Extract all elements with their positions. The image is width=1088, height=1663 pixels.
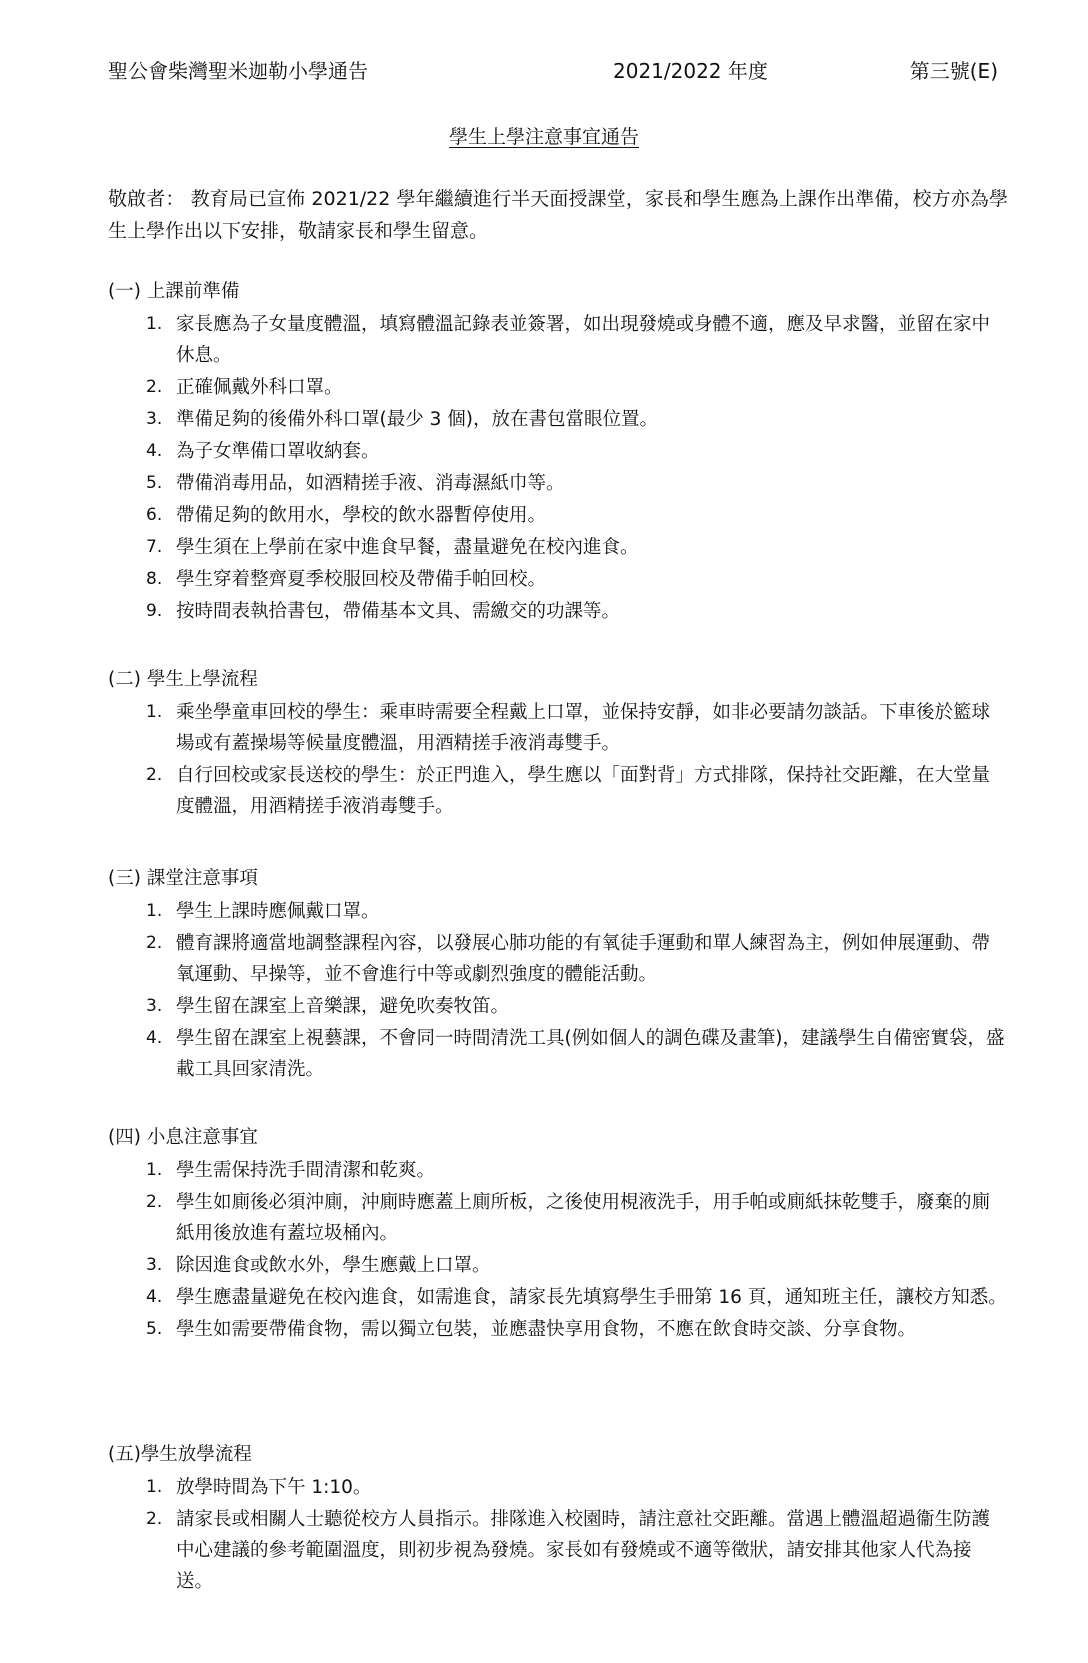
item-number: 2.: [146, 765, 163, 785]
list-item: [108, 1504, 1008, 1597]
list-item: [108, 1472, 1008, 1503]
notice-number: 第三號(E): [909, 59, 998, 83]
item-number: 4.: [146, 1028, 163, 1048]
item-number: 2.: [146, 377, 163, 397]
item-number: 4.: [146, 441, 163, 461]
item-text: 學生留在課室上音樂課，避免吹奏牧笛。: [176, 996, 510, 1017]
item-text: 學生如需要帶備食物，需以獨立包裝，並應盡快享用食物，不應在飲食時交談、分享食物。: [176, 1319, 917, 1340]
item-text: 體育課將適當地調整課程內容，以發展心肺功能的有氧徒手運動和單人練習為主，例如伸展運動、帶氧運動、早操等，並不會進行中等或劇烈強度的體能活動。: [176, 933, 991, 985]
item-number: 7.: [146, 537, 163, 557]
list-item: [108, 1314, 1008, 1345]
section-list: [108, 1472, 1008, 1597]
notice-header: [108, 56, 998, 88]
section-list: [108, 309, 1008, 627]
list-item: [108, 697, 1008, 759]
item-text: 學生上課時應佩戴口罩。: [176, 901, 380, 922]
list-item: [108, 896, 1008, 927]
item-text: 放學時間為下午 1:10。: [176, 1477, 372, 1498]
list-item: [108, 991, 1008, 1022]
list-item: [108, 309, 1008, 371]
item-text: 乘坐學童車回校的學生：乘車時需要全程戴上口罩，並保持安靜，如非必要請勿談話。下車後於籃球場或有蓋操場等候量度體溫，用酒精搓手液消毒雙手。: [176, 702, 991, 754]
section-preparation: [108, 277, 1008, 628]
item-number: 8.: [146, 569, 163, 589]
item-number: 3.: [146, 409, 163, 429]
section-list: [108, 896, 1008, 1085]
list-item: [108, 468, 1008, 499]
item-text: 請家長或相關人士聽從校方人員指示。排隊進入校園時，請注意社交距離。當遇上體溫超過衞生防護中心建議的參考範圍溫度，則初步視為發燒。家長如有發燒或不適等徵狀，請安排其他家人代為接送。: [176, 1509, 991, 1592]
list-item: [108, 404, 1008, 435]
item-number: 5.: [146, 1319, 163, 1339]
item-number: 1.: [146, 1160, 163, 1180]
item-number: 2.: [146, 933, 163, 953]
intro-paragraph: 敬啟者： 教育局已宣佈 2021/22 學年繼續進行半天面授課堂，家長和學生應為上課作出準備，校方亦為學生上學作出以下安排，敬請家長和學生留意。: [108, 188, 1008, 242]
school-year: 2021/2022 年度: [613, 59, 768, 83]
list-item: [108, 532, 1008, 563]
item-text: 學生如廁後必須沖廁，沖廁時應蓋上廁所板，之後使用梘液洗手，用手帕或廁紙抹乾雙手，廢棄的廁紙用後放進有蓋垃圾桶內。: [176, 1192, 991, 1244]
section-dismissal: [108, 1440, 1008, 1598]
list-item: [108, 1023, 1008, 1085]
section-heading: (二) 學生上學流程: [108, 669, 258, 690]
section-heading: (四) 小息注意事宜: [108, 1127, 258, 1148]
item-text: 準備足夠的後備外科口罩(最少 3 個)，放在書包當眼位置。: [176, 409, 658, 430]
list-item: [108, 564, 1008, 595]
notice-title-text: 學生上學注意事宜通告: [448, 126, 639, 148]
section-recess: [108, 1123, 1008, 1346]
list-item: [108, 1155, 1008, 1186]
item-number: 3.: [146, 1255, 163, 1275]
item-text: 自行回校或家長送校的學生：於正門進入，學生應以「面對背」方式排隊，保持社交距離，在大堂量度體溫，用酒精搓手液消毒雙手。: [176, 765, 991, 817]
item-text: 學生應盡量避免在校內進食，如需進食，請家長先填寫學生手冊第 16 頁，通知班主任，讓校方知悉。: [176, 1287, 1007, 1308]
item-number: 2.: [146, 1192, 163, 1212]
item-text: 學生留在課室上視藝課，不會同一時間清洗工具(例如個人的調色碟及畫筆)，建議學生自備密實袋，盛載工具回家清洗。: [176, 1028, 1005, 1080]
section-classroom: [108, 864, 1008, 1086]
item-text: 正確佩戴外科口罩。: [176, 377, 343, 398]
item-number: 1.: [146, 901, 163, 921]
item-number: 9.: [146, 601, 163, 621]
item-number: 6.: [146, 505, 163, 525]
item-number: 1.: [146, 314, 163, 334]
list-item: [108, 928, 1008, 990]
item-text: 學生需保持洗手間清潔和乾爽。: [176, 1160, 436, 1181]
list-item: [108, 372, 1008, 403]
list-item: [108, 436, 1008, 467]
section-list: [108, 697, 1008, 822]
item-text: 為子女準備口罩收納套。: [176, 441, 380, 462]
section-heading: (一) 上課前準備: [108, 281, 240, 302]
item-text: 學生穿着整齊夏季校服回校及帶備手帕回校。: [176, 569, 547, 590]
list-item: [108, 1282, 1008, 1313]
notice-title: [0, 123, 1088, 151]
item-text: 家長應為子女量度體溫，填寫體溫記錄表並簽署，如出現發燒或身體不適，應及早求醫，並留在家中休息。: [176, 314, 991, 366]
section-heading: (三) 課堂注意事項: [108, 868, 258, 889]
list-item: [108, 1187, 1008, 1249]
section-heading: (五)學生放學流程: [108, 1444, 252, 1465]
list-item: [108, 500, 1008, 531]
item-number: 5.: [146, 473, 163, 493]
item-number: 1.: [146, 1477, 163, 1497]
item-text: 按時間表執拾書包，帶備基本文具、需繳交的功課等。: [176, 601, 621, 622]
list-item: [108, 596, 1008, 627]
item-number: 1.: [146, 702, 163, 722]
item-number: 2.: [146, 1509, 163, 1529]
item-text: 帶備消毒用品，如酒精搓手液、消毒濕紙巾等。: [176, 473, 565, 494]
item-text: 帶備足夠的飲用水，學校的飲水器暫停使用。: [176, 505, 547, 526]
section-list: [108, 1155, 1008, 1345]
school-name: 聖公會柴灣聖米迦勒小學通告: [108, 59, 368, 83]
item-number: 3.: [146, 996, 163, 1016]
section-arrival: [108, 665, 1008, 823]
item-text: 除因進食或飲水外，學生應戴上口罩。: [176, 1255, 491, 1276]
item-text: 學生須在上學前在家中進食早餐，盡量避免在校內進食。: [176, 537, 639, 558]
list-item: [108, 760, 1008, 822]
item-number: 4.: [146, 1287, 163, 1307]
list-item: [108, 1250, 1008, 1281]
